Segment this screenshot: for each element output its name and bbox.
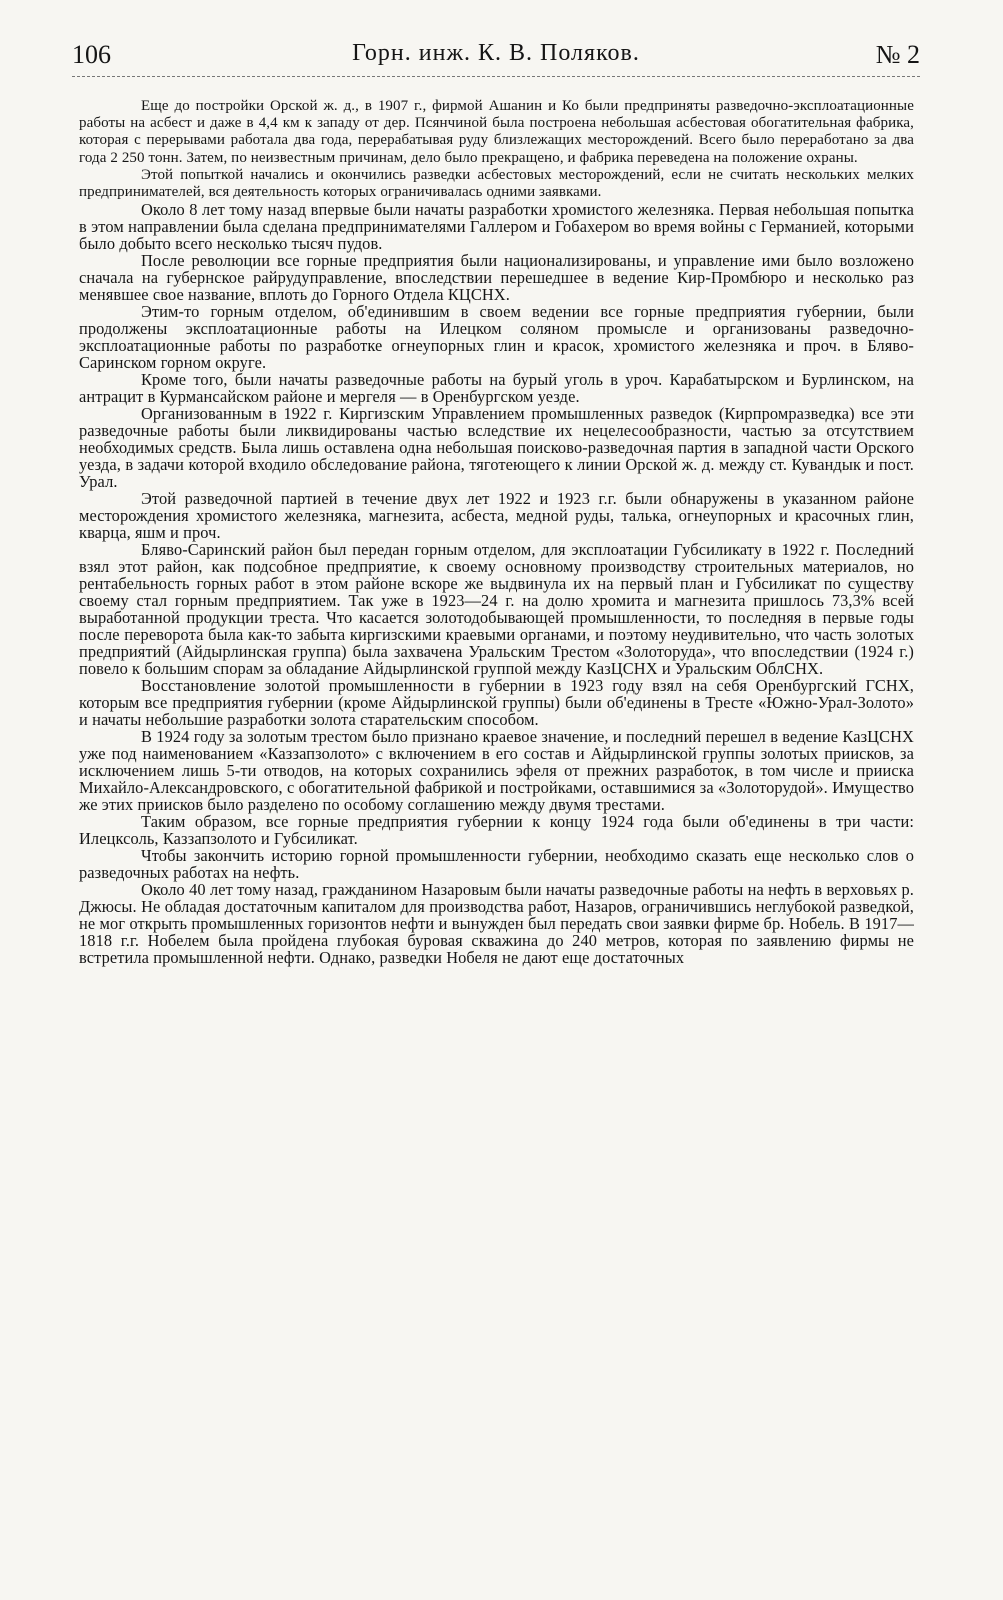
paragraph: В 1924 году за золотым трестом было признано краевое значение, и последний перешел в ведение КазЦСНХ уже под наименованием «Каззапзолото» с включением в его состав и Айдырлинской группы золотых приисков, за исключением лишь 5-ти отводов, на которых сохранились эфеля от прежних разработок, в том числе и прииска Михайло-Александровского, с обогатительной фабрикой и постройками, оставшимися за «Золоторудой». Имущество же этих приисков было разделено по особому соглашению между двумя трестами. <box>79 727 914 815</box>
running-head: Горн. инж. К. В. Поляков. <box>352 40 640 66</box>
paragraph: Таким образом, все горные предприятия губернии к концу 1924 года были об'единены в три части: Илецксоль, Каззапзолото и Губсиликат. <box>79 812 914 849</box>
paragraph: Еще до постройки Орской ж. д., в 1907 г., фирмой Ашанин и Ко были предприняты разведочно-эксплоатационные работы на асбест и даже в 4,4 км к западу от дер. Псянчиной была построена небольшая асбестовая обогатительная фабрика, которая с перерывами работала два года, перерабатывая руду близлежащих месторождений. Всего было переработано за два года 2 250 тонн. Затем, по неизвестным причинам, дело было прекращено, и фабрика переведена на положение охраны. <box>79 98 914 166</box>
paragraph: Бляво-Саринский район был передан горным отделом, для эксплоатации Губсиликату в 1922 г. Последний взял этот район, как подсобное предприятие, к своему основному производству строительных материалов, но рентабельность горных работ в этом районе вскоре же выдвинула их на первый план и Губсиликат по существу своему стал горным предприятием. Так уже в 1923—24 г. на долю хромита и магнезита пришлось 73,3% всей выработанной продукции треста. Что касается золотодобывающей промышленности, то последняя в первые годы после переворота была как-то забыта киргизскими краевыми органами, и поэтому неудивительно, что часть золотых предприятий (Айдырлинская группа) была захвачена Уральским Трестом «Золоторуда», что впоследствии (1924 г.) повело к большим спорам за обладание Айдырлинской группой между КазЦСНХ и Уральским ОблСНХ. <box>79 540 914 679</box>
paragraph: Около 8 лет тому назад впервые были начаты разработки хромистого железняка. Первая небольшая попытка в этом направлении была сделана предпринимателями Галлером и Гобахером во время войны с Германией, которыми было добыто всего несколько тысяч пудов. <box>79 200 914 254</box>
issue-number: № 2 <box>875 40 920 69</box>
body-text <box>79 98 914 966</box>
paragraph: Организованным в 1922 г. Киргизским Управлением промышленных разведок (Кирпромразведка) все эти разведочные работы были ликвидированы частью вследствие их нецелесообразности, частью за отсутствием необходимых средств. Была лишь оставлена одна небольшая поисково-разведочная партия в западной части Орского уезда, в задачи которой входило обследование района, тяготеющего к линии Орской ж. д. между ст. Кувандык и пост. Урал. <box>79 404 914 492</box>
page-header <box>72 40 920 80</box>
paragraph: Этим-то горным отделом, об'единившим в своем ведении все горные предприятия губернии, были продолжены эксплоатационные работы на Илецком соляном промысле и организованы разведочно-эксплоатационные работы по разработке огнеупорных глин и красок, хромистого железняка и проч. в Бляво-Саринском горном округе. <box>79 302 914 373</box>
paragraph: Около 40 лет тому назад, гражданином Назаровым были начаты разведочные работы на нефть в верховьях р. Джюсы. Не обладая достаточным капиталом для производства работ, Назаров, ограничившись неглубокой разведкой, не мог открыть промышленных горизонтов нефти и вынужден был передать свои заявки фирме бр. Нобель. В 1917—1818 г.г. Нобелем была пройдена глубокая буровая скважина до 240 метров, которая по заявлению фирмы не встретила промышленной нефти. Однако, разведки Нобеля не дают еще достаточных <box>79 880 914 968</box>
paragraph: Этой разведочной партией в течение двух лет 1922 и 1923 г.г. были обнаружены в указанном районе месторождения хромистого железняка, магнезита, асбеста, медной руды, талька, огнеупорных и красочных глин, кварца, яшм и проч. <box>79 489 914 543</box>
header-rule <box>72 76 920 77</box>
paragraph: После революции все горные предприятия были национализированы, и управление ими было возложено сначала на губернское райрудуправление, впоследствии перешедшее в ведение Кир-Промбюро и несколько раз менявшее свое название, вплоть до Горного Отдела КЦСНХ. <box>79 251 914 305</box>
paragraph: Этой попыткой начались и окончились разведки асбестовых месторождений, если не считать нескольких мелких предпринимателей, вся деятельность которых ограничивалась одними заявками. <box>79 166 914 201</box>
paragraph: Кроме того, были начаты разведочные работы на бурый уголь в уроч. Карабатырском и Бурлинском, на антрацит в Курмансайском районе и мергеля — в Оренбургском уезде. <box>79 370 914 407</box>
paragraph: Чтобы закончить историю горной промышленности губернии, необходимо сказать еще несколько слов о разведочных работах на нефть. <box>79 846 914 883</box>
paragraph: Восстановление золотой промышленности в губернии в 1923 году взял на себя Оренбургский ГСНХ, которым все предприятия губернии (кроме Айдырлинской группы) были об'единены в Тресте «Южно-Урал-Золото» и начаты небольшие разработки золота старательским способом. <box>79 676 914 730</box>
page-number: 106 <box>72 40 111 69</box>
